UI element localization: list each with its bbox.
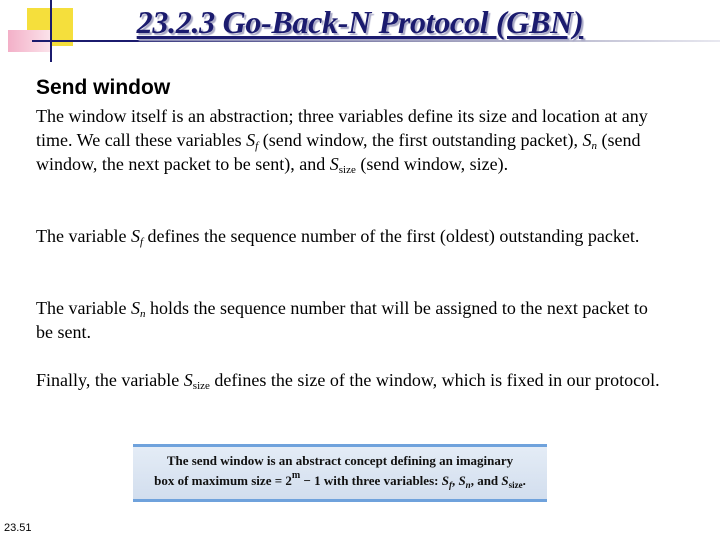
text-run: (send window, the first outstanding packet), bbox=[258, 130, 583, 150]
variable-s: S bbox=[130, 226, 140, 246]
text-run: (send window, the next packet to be sent), and bbox=[36, 130, 641, 174]
text-run: , bbox=[451, 473, 459, 488]
variable-s: S bbox=[183, 370, 193, 390]
text-run: The variable bbox=[36, 298, 131, 318]
paragraph-ssize bbox=[36, 368, 666, 392]
subscript-size: size bbox=[192, 380, 210, 392]
variable-s: S bbox=[130, 298, 140, 318]
variable-s: S bbox=[329, 154, 339, 174]
variable-s: S bbox=[458, 473, 466, 488]
subscript-n: n bbox=[465, 480, 471, 490]
variable-s: S bbox=[501, 473, 509, 488]
text-run: holds the sequence number that will be assigned to the next packet to be sent. bbox=[36, 298, 648, 342]
subscript-f: f bbox=[448, 480, 452, 490]
slide-number: 23.51 bbox=[4, 522, 32, 534]
text-run: − 1 with three variables: bbox=[300, 473, 442, 488]
slide-title: 23.2.3 Go-Back-N Protocol (GBN) bbox=[136, 4, 584, 40]
superscript-m: m bbox=[291, 470, 301, 481]
callout-line-2 bbox=[139, 471, 541, 491]
text-run: (send window, size). bbox=[355, 154, 509, 174]
subscript-n: n bbox=[591, 140, 597, 152]
callout-line-1: The send window is an abstract concept defining an imaginary bbox=[166, 453, 514, 468]
text-run: The window itself is an abstraction; three variables define its size and location at any time. We call these variables bbox=[36, 106, 648, 150]
subscript-size: size bbox=[338, 164, 356, 176]
subscript-n: n bbox=[139, 308, 146, 320]
text-run: Finally, the variable bbox=[36, 370, 184, 390]
text-run: , and bbox=[470, 473, 502, 488]
text-run: defines the size of the window, which is fixed in our protocol. bbox=[209, 370, 660, 390]
text-run: defines the sequence number of the first (oldest) outstanding packet. bbox=[143, 226, 640, 246]
subscript-f: f bbox=[255, 140, 259, 152]
paragraph-sn bbox=[36, 296, 666, 344]
paragraph-window-variables bbox=[36, 104, 666, 176]
subscript-size: size bbox=[508, 480, 523, 490]
variable-s: S bbox=[246, 130, 256, 150]
variable-s: S bbox=[582, 130, 592, 150]
variable-s: S bbox=[441, 473, 449, 488]
paragraph-sf bbox=[36, 224, 666, 248]
text-run: The variable bbox=[36, 226, 131, 246]
subscript-f: f bbox=[139, 236, 144, 248]
text-run: box of maximum size = 2 bbox=[154, 473, 292, 488]
text-run: . bbox=[522, 473, 526, 488]
definition-callout bbox=[133, 444, 547, 502]
section-heading: Send window bbox=[36, 76, 171, 99]
